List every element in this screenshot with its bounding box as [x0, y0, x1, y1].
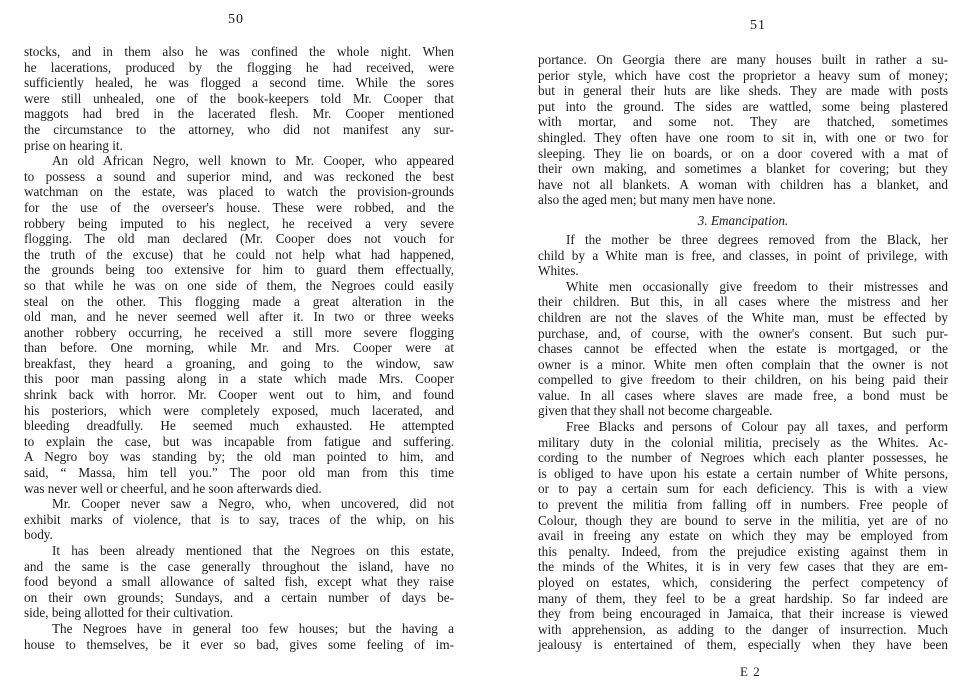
text-line: was never well or cheerful, and he soon afterwards died. [24, 480, 322, 496]
text-line: to explain the case, but was incapable from fatigue and suffering. [24, 433, 454, 449]
text-line: with mortar, and some not. They are thatched, sometimes [538, 114, 948, 130]
text-line: children are not the slaves of the White man, must be effected by [538, 309, 948, 325]
text-line: White men occasionally give freedom to their mistresses and [566, 278, 948, 294]
text-line: ployed on estates, which, considering the perfect competency of [538, 575, 948, 590]
text-line: breakfast, they heard a groaning, and going to the window, saw [24, 355, 454, 371]
text-line: Free Blacks and persons of Colour pay all taxes, and perform [566, 419, 948, 435]
text-line: Mr. Cooper never saw a Negro, who, when uncovered, did not [52, 496, 454, 512]
text-line: on their own grounds; Sundays, and a certain number of days be- [24, 589, 454, 605]
text-line: were still unhealed, one of the book-keepers told Mr. Cooper that [24, 90, 454, 106]
text-line: shrink back with horror. Mr. Cooper went out to him, and found [24, 387, 454, 403]
text-line: is obliged to have upon his estate a certain number of White persons, [538, 465, 948, 481]
text-line: for the use of the overseer's house. These were robbed, and the [24, 199, 454, 215]
text-line: another robbery occurring, he received a still more severe flogging [24, 324, 454, 340]
text-line: sleeping. They lie on boards, or on a door covered with a mat of [538, 145, 948, 161]
text-line: prise on hearing it. [24, 137, 123, 153]
left-page-text [24, 44, 454, 652]
text-line: said, “ Massa, him tell you.” The poor old man from this time [24, 465, 454, 481]
text-line: the grounds being too extensive for him to guard them effectually, [24, 262, 454, 278]
text-line: with apprehension, as adding to the danger of insurrection. Much [538, 621, 948, 637]
text-line: If the mother be three degrees removed from the Black, her [566, 231, 948, 247]
text-line: his posteriors, which were completely exposed, much lacerated, and [24, 402, 454, 418]
signature-mark: E 2 [740, 664, 761, 679]
text-line: maggots had bred in the lacerated flesh. Mr. Cooper mentioned [24, 106, 454, 122]
text-line: portance. On Georgia there are many houses built in rather a su- [538, 52, 948, 67]
text-line: purchase, and, of course, with the owner's consent. But such pur- [538, 325, 948, 341]
text-line: to possess a sound and superior mind, and was reckoned the best [24, 168, 454, 184]
text-line: they from being encouraged in Jamaica, that their increase is viewed [538, 606, 948, 622]
text-line: the truth of the excuse) that he could not help what had happened, [24, 246, 454, 262]
right-page [490, 0, 980, 693]
text-line: jealousy is entertained of them, especially when they have been [538, 637, 948, 653]
text-line: put into the ground. The sides are wattled, some being plastered [538, 98, 948, 114]
text-line: shingled. They often have one room to sit in, with one or two for [538, 129, 948, 145]
text-line: owner is a minor. White men often complain that the owner is not [538, 356, 948, 372]
text-line: military duty in the colonial militia, precisely as the Whites. Ac- [538, 434, 948, 450]
text-line: It has been already mentioned that the Negroes on this estate, [52, 543, 454, 558]
text-line: house to themselves, be it ever so bad, gives some feeling of im- [24, 636, 454, 652]
text-line: value. In all cases where slaves are made free, a bond must be [538, 387, 948, 403]
text-line: A Negro boy was standing by; the old man pointed to him, and [24, 449, 454, 465]
text-line: robbery being imputed to his neglect, he received a very severe [24, 215, 454, 231]
text-line: to prevent the militia from falling off in numbers. Free people of [538, 497, 948, 513]
right-page-number: 51 [750, 18, 766, 33]
text-line: perior style, which have cost the proprietor a heavy sum of money; [538, 67, 948, 83]
text-line: food beyond a small allowance of salted fish, except what they raise [24, 574, 454, 590]
text-line: exhibit marks of violence, that is to say, traces of the whip, on his [24, 511, 454, 527]
text-line: steal on the other. This flogging made a great alteration in the [24, 293, 454, 309]
text-line: have not all blankets. A woman with children has a blanket, and [538, 176, 948, 192]
text-line: cording to the number of Negroes which each planter possesses, he [538, 450, 948, 466]
text-line: sufficiently healed, he was flogged a second time. While the sores [24, 75, 454, 91]
text-line: chases cannot be effected when the estate is mortgaged, or the [538, 341, 948, 357]
text-line: but in general their huts are like sheds. They are made with posts [538, 83, 948, 99]
right-page-paragraph-block [538, 232, 948, 653]
text-line: this penalty. Indeed, from the prejudice existing against them in [538, 543, 948, 559]
text-line: given that they shall not become chargeable. [538, 403, 773, 419]
text-line: so that while he was on one side of them, the Negroes could easily [24, 277, 454, 293]
text-line: their own making, and sometimes a blanket for covering; but they [538, 161, 948, 177]
section-heading: 3. Emancipation. [697, 212, 789, 228]
text-line: flogging. The old man declared (Mr. Cooper does not vouch for [24, 231, 454, 247]
text-line: he lacerations, produced by the flogging he had received, were [24, 59, 454, 75]
text-line: compelled to give freedom to their children, on his being paid their [538, 372, 948, 388]
text-line: their children. But this, in all cases where the mistress and her [538, 294, 948, 310]
text-line: side, being allotted for their cultivation. [24, 605, 234, 621]
text-line: many of them, they feel to be a great hardship. So far indeed are [538, 590, 948, 606]
text-line: and the same is the case generally throughout the island, have no [24, 558, 454, 574]
text-line: watchman on the estate, was placed to watch the provision-grounds [24, 184, 454, 200]
text-line: body. [24, 527, 53, 543]
right-page-paragraph-block [538, 52, 948, 208]
text-line: bleeding dreadfully. He seemed much exhausted. He attempted [24, 418, 454, 434]
text-line: the minds of the Whites, it is in very few cases that they are em- [538, 559, 948, 575]
text-line: this poor man passing along in a state which made Mrs. Cooper [24, 371, 454, 387]
text-line: old man, and he never seemed well after it. In two or three weeks [24, 309, 454, 325]
text-line: An old African Negro, well known to Mr. Cooper, who appeared [52, 153, 454, 169]
left-page-number: 50 [228, 12, 244, 27]
text-line: the circumstance to the attorney, who did not manifest any sur- [24, 121, 454, 137]
text-line: stocks, and in them also he was confined the whole night. When [24, 44, 454, 59]
text-line: also the aged men; but many men have none. [538, 192, 776, 208]
right-page-text [538, 52, 948, 653]
text-line: The Negroes have in general too few houses; but the having a [52, 620, 454, 636]
text-line: avail in freeing any estate on which they may be employed from [538, 528, 948, 544]
text-line: or to pay a certain sum for each deficiency. This is with a view [538, 481, 948, 497]
text-line: Colour, though they are bound to serve in the militia, yet are of no [538, 512, 948, 528]
text-line: child by a White man is free, and classes, in point of privilege, with [538, 247, 948, 263]
text-line: Whites. [538, 263, 579, 279]
text-line: than before. One morning, while Mr. and Mrs. Cooper were at [24, 340, 454, 356]
